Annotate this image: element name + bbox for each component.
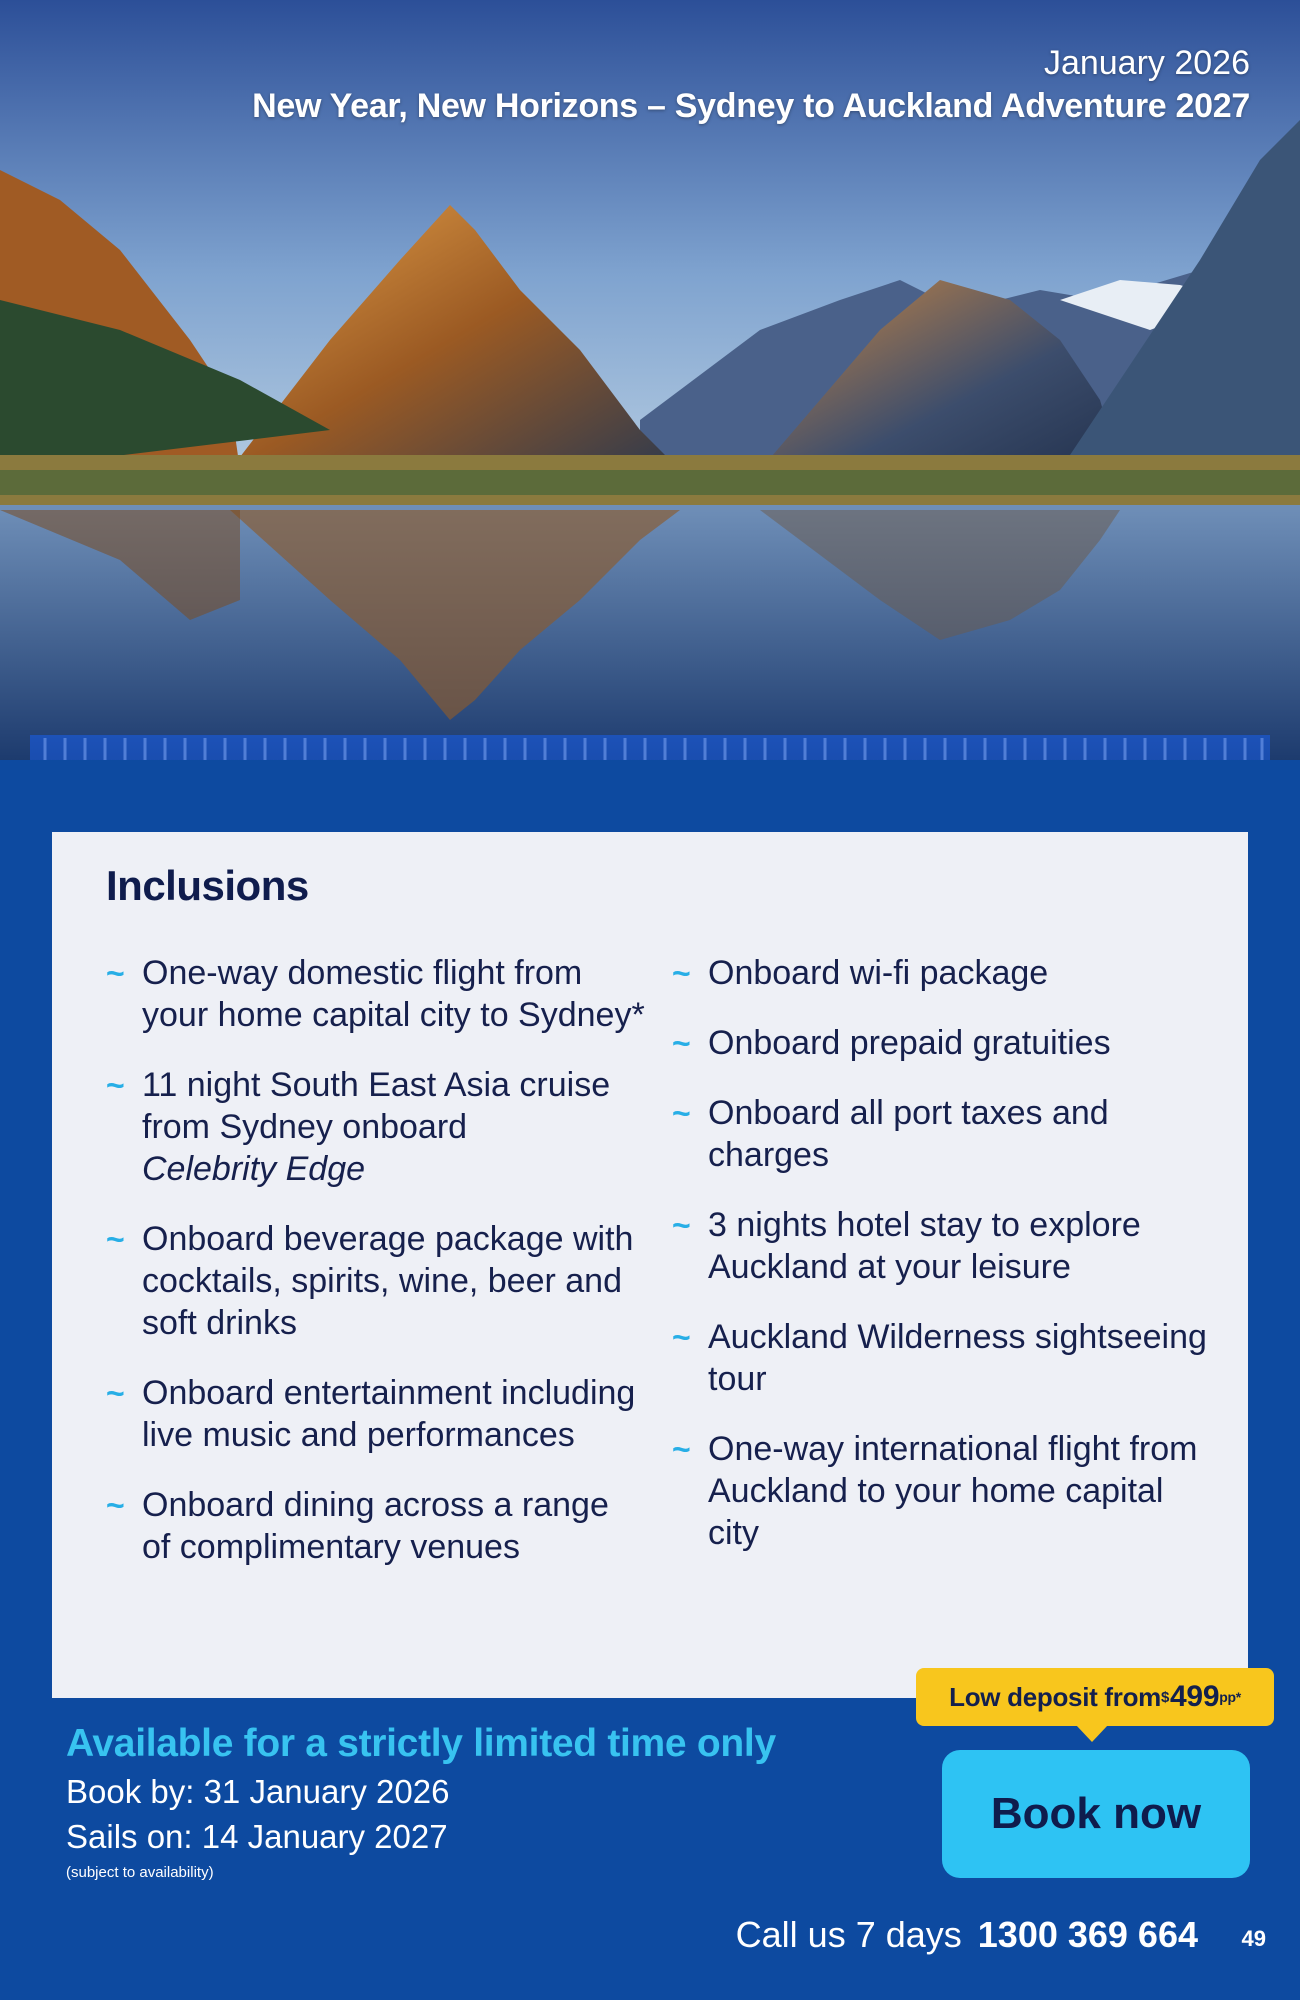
deposit-unit: pp*	[1219, 1689, 1241, 1705]
call-label: Call us 7 days	[735, 1914, 962, 1955]
list-item	[106, 952, 646, 1036]
page-number: 49	[1241, 1926, 1266, 1951]
item-text: Onboard beverage package with cocktails, spirits, wine, beer and soft drinks	[142, 1220, 634, 1342]
deposit-amount: 499	[1170, 1680, 1220, 1713]
list-item	[672, 1092, 1212, 1176]
list-item	[672, 1022, 1212, 1064]
item-text: One-way international flight from Auckland to your home capital city	[708, 1430, 1198, 1552]
tilde-bullet-icon: ~	[106, 1375, 125, 1411]
tilde-bullet-icon: ~	[672, 1095, 691, 1131]
tilde-bullet-icon: ~	[106, 955, 125, 991]
inclusions-left-column	[106, 952, 646, 1596]
item-text: Onboard prepaid gratuities	[708, 1024, 1111, 1062]
inclusions-panel	[52, 832, 1248, 1698]
list-item	[672, 952, 1212, 994]
item-text: One-way domestic flight from your home capital city to Sydney*	[142, 954, 645, 1034]
tilde-bullet-icon: ~	[106, 1067, 125, 1103]
book-now-button[interactable]: Book now	[942, 1750, 1250, 1878]
list-item	[672, 1204, 1212, 1288]
item-text: Onboard entertainment including live music and performances	[142, 1374, 636, 1454]
tilde-bullet-icon: ~	[106, 1221, 125, 1257]
availability-headline: Available for a strictly limited time only	[66, 1722, 776, 1765]
list-item	[106, 1218, 646, 1344]
list-item	[106, 1484, 646, 1568]
issue-date: January 2026	[1043, 44, 1250, 82]
tilde-bullet-icon: ~	[672, 1319, 691, 1355]
deposit-currency: $	[1161, 1688, 1170, 1706]
hero-header	[252, 42, 1250, 127]
list-item	[106, 1064, 646, 1190]
sail-date: Sails on: 14 January 2027	[66, 1818, 448, 1855]
item-text: Onboard all port taxes and charges	[708, 1094, 1109, 1174]
item-text: 3 nights hotel stay to explore Auckland at your leisure	[708, 1206, 1141, 1286]
availability-note: (subject to availability)	[66, 1864, 214, 1881]
offer-title: New Year, New Horizons – Sydney to Auckland Adventure 2027	[252, 86, 1250, 125]
book-by-date: Book by: 31 January 2026	[66, 1773, 450, 1810]
tilde-bullet-icon: ~	[672, 1207, 691, 1243]
item-text: Onboard dining across a range of complimentary venues	[142, 1486, 609, 1566]
deposit-badge	[916, 1668, 1274, 1726]
inclusions-title: Inclusions	[106, 862, 309, 909]
tilde-bullet-icon: ~	[106, 1487, 125, 1523]
ship-name: Celebrity Edge	[142, 1150, 366, 1188]
call-line	[736, 1914, 1198, 1956]
tilde-bullet-icon: ~	[672, 955, 691, 991]
list-item	[672, 1428, 1212, 1554]
tilde-bullet-icon: ~	[672, 1431, 691, 1467]
item-text: Auckland Wilderness sightseeing tour	[708, 1318, 1207, 1398]
inclusions-right-column	[672, 952, 1212, 1582]
deposit-label: Low deposit from	[949, 1681, 1161, 1712]
list-item	[672, 1316, 1212, 1400]
item-text: Onboard wi-fi package	[708, 954, 1049, 992]
phone-number[interactable]: 1300 369 664	[977, 1914, 1198, 1955]
item-text: 11 night South East Asia cruise from Sydney onboard	[142, 1066, 611, 1146]
list-item	[106, 1372, 646, 1456]
tilde-bullet-icon: ~	[672, 1025, 691, 1061]
hero-image	[0, 0, 1300, 760]
